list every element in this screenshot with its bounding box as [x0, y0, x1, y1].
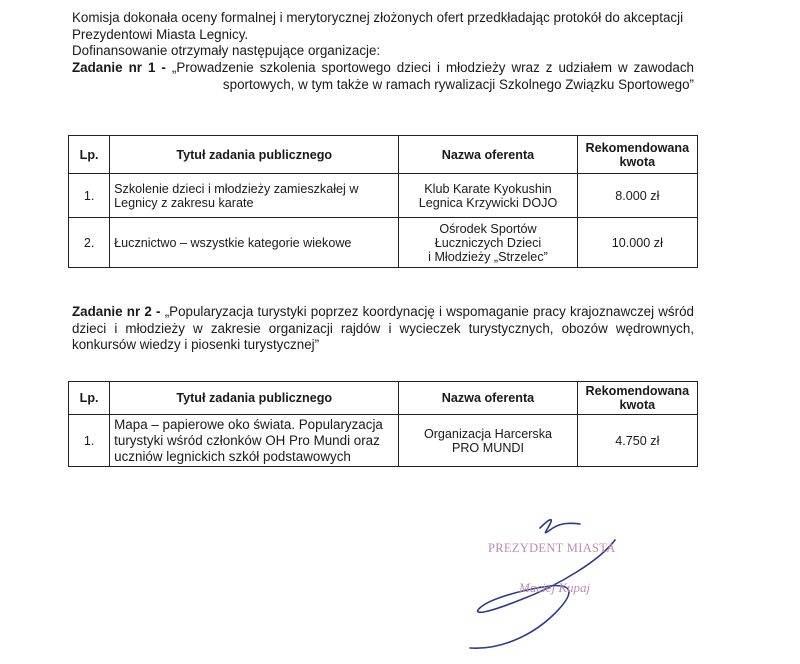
cell-title: Łucznictwo – wszystkie kategorie wiekowe: [110, 218, 399, 268]
header-org: Nazwa oferenta: [399, 136, 577, 174]
cell-title: [110, 174, 399, 218]
header-lp: Lp.: [69, 136, 110, 174]
cell-title-line: Legnicy z zakresu karate: [114, 195, 254, 210]
cell-org: [399, 174, 577, 218]
cell-lp: 1.: [69, 174, 110, 218]
cell-org-line: Organizacja Harcerska: [423, 426, 553, 441]
header-lp: Lp.: [69, 382, 110, 415]
cell-org-line: PRO MUNDI: [451, 440, 525, 455]
cell-title-line: uczniów legnickich szkół podstawowych: [114, 448, 351, 464]
cell-lp: 1.: [69, 415, 110, 467]
table-header-row: [69, 382, 698, 415]
cell-org-line: i Młodzieży „Strzelec”: [428, 249, 548, 264]
cell-org-line: Ośrodek Sportów: [439, 221, 537, 236]
cell-org: [399, 218, 577, 268]
header-amount: Rekomendowana kwota: [577, 382, 697, 415]
table-row: [69, 174, 698, 218]
stamp-title: PREZYDENT MIASTA: [488, 541, 616, 555]
cell-title-line: Szkolenie dzieci i młodzieży zamieszkałej w: [114, 181, 359, 196]
cell-title: [110, 415, 399, 467]
intro-line-2: Prezydentowi Miasta Legnicy.: [72, 26, 249, 42]
cell-org: [399, 415, 577, 467]
table-task-2: [68, 381, 698, 467]
task-1-label: Zadanie nr 1 -: [72, 60, 166, 75]
task-1-line-2: sportowych, w tym także w ramach rywalizacji Szkolnego Związku Sportowego”: [222, 76, 694, 92]
task-2-label: Zadanie nr 2 -: [72, 304, 161, 319]
task-2-line-1: [72, 304, 694, 321]
stamp-name: Maciej Kupaj: [519, 580, 591, 595]
table-header-row: [69, 136, 698, 174]
task-2-line-2: dzieci i młodzieży w zakresie organizacji rajdów i wycieczek turystycznych, obozów wędrownych,: [72, 320, 694, 336]
cell-amount: 4.750 zł: [577, 415, 697, 467]
cell-amount: 8.000 zł: [577, 174, 697, 218]
cell-title-line: turystyki wśród członków OH Pro Mundi oraz: [114, 432, 380, 448]
cell-lp: 2.: [69, 218, 110, 268]
header-org: Nazwa oferenta: [399, 382, 577, 415]
task-2-line-3: konkursów wiedzy i piosenki turystycznej”: [72, 337, 320, 352]
header-amount: Rekomendowana kwota: [577, 136, 697, 174]
intro-paragraph: [72, 10, 694, 60]
table-row: [69, 218, 698, 268]
task-2-text-1: „Popularyzacja turystyki poprzez koordynację i wspomaganie pracy krajoznawczej wśród: [164, 304, 694, 319]
task-1-heading: [72, 60, 694, 93]
cell-org-line: Łuczniczych Dzieci: [434, 235, 542, 250]
table-task-1: [68, 135, 698, 268]
table-row: [69, 415, 698, 467]
task-1-text-1: „Prowadzenie szkolenia sportowego dzieci i młodzieży wraz z udziałem w zawodach: [171, 60, 694, 75]
task-1-line-1: [72, 60, 694, 77]
task-2-heading: [72, 304, 694, 354]
intro-line-1: Komisja dokonała oceny formalnej i merytorycznej złożonych ofert przedkładając protokół do akceptacji: [72, 10, 684, 25]
cell-org-line: Klub Karate Kyokushin: [424, 181, 552, 196]
cell-title-line: Mapa – papierowe oko świata. Popularyzacja: [114, 416, 383, 432]
intro-line-3: Dofinansowanie otrzymały następujące organizacje:: [72, 43, 381, 58]
cell-org-line: Legnica Krzywicki DOJO: [418, 195, 558, 210]
cell-amount: 10.000 zł: [577, 218, 697, 268]
header-title: Tytuł zadania publicznego: [110, 382, 399, 415]
header-title: Tytuł zadania publicznego: [110, 136, 399, 174]
